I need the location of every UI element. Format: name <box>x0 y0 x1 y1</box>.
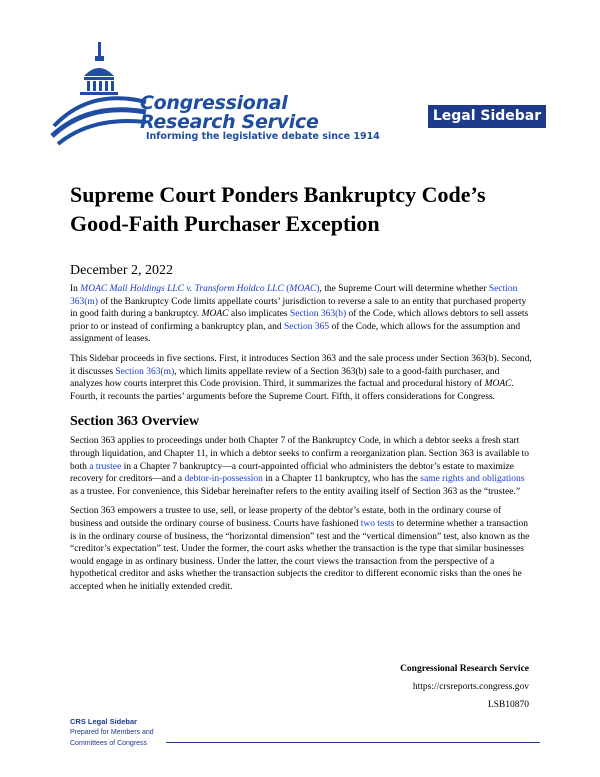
footer-divider <box>166 742 540 743</box>
text-run: of the Bankruptcy Code limits appellate courts’ jurisdiction to reverse a sale to an entity that purchased property in good faith during a bankruptcy. <box>70 296 527 320</box>
inline-link[interactable]: ) <box>316 284 320 294</box>
footer-report-code: LSB10870 <box>487 700 529 710</box>
inline-link[interactable]: two tests <box>360 518 395 529</box>
inline-link[interactable]: Section 363(m) <box>115 366 175 377</box>
text-run: MOAC <box>484 379 512 390</box>
text-run: as a trustee. For convenience, this Sidebar hereinafter refers to the entity availing itself of Section 363 as the “trustee.” <box>70 486 521 497</box>
text-run: In <box>70 284 81 294</box>
article-body <box>70 283 533 600</box>
text-run: in a Chapter 7 bankruptcy—a court-appointed official who administers the debtor’s estate to maximize recovery for creditors—and a <box>70 461 514 485</box>
org-name-line1: Congressional <box>140 92 288 114</box>
text-run: , which limits appellate review of a Section 363(b) sale to a good-faith purchaser, and analyzes how courts interpret this Code provision. Third, it summarizes the factual and procedural history of <box>70 366 500 390</box>
capitol-dome-logo-icon <box>50 40 150 152</box>
org-tagline: Informing the legislative debate since 1914 <box>146 131 380 142</box>
overview-paragraph-2 <box>70 505 533 593</box>
footer-url[interactable]: https://crsreports.congress.gov <box>412 682 529 692</box>
inline-link[interactable]: MOAC <box>289 284 317 294</box>
inline-link[interactable]: Section 363(b) <box>289 309 347 320</box>
text-run: in a Chapter 11 bankruptcy, who has the <box>262 474 421 485</box>
text-run: of the Code, which allows for the assumption and assignment of leases. <box>70 321 521 345</box>
intro-paragraph-1 <box>70 283 533 346</box>
footer-org: Congressional Research Service <box>400 664 529 674</box>
inline-link[interactable]: Section 363(m) <box>70 284 518 307</box>
legal-sidebar-badge: Legal Sidebar <box>428 105 546 128</box>
overview-paragraph-1 <box>70 435 533 498</box>
intro-paragraph-2 <box>70 353 533 403</box>
text-run: of the Code, which allows debtors to sell assets prior to or instead of confirming a bankruptcy plan, and <box>70 309 529 332</box>
text-run: . Fourth, it recounts the parties’ arguments before the Supreme Court. Fifth, it offers considerations for Congress. <box>70 379 514 402</box>
text-run: Section 363 empowers a trustee to use, sell, or lease property of the debtor’s estate, both in the ordinary course of business and outside the ordinary course of business. Courts have fashioned <box>70 506 502 529</box>
text-run: This Sidebar proceeds in five sections. First, it introduces Section 363 and the sale process under Section 363(b). Second, it discusses <box>70 353 532 377</box>
text-run: , the Supreme Court will determine whether <box>319 284 489 294</box>
text-run: MOAC <box>201 309 229 320</box>
publication-date: December 2, 2022 <box>70 263 174 278</box>
text-run: also implicates <box>228 309 290 320</box>
inline-link[interactable]: a trustee <box>89 461 122 472</box>
text-run: to determine whether a transaction is in the ordinary course of business, the “horizontal dimension” test and the “vertical dimension” test, also known as the “creditor’s expectation” test. Under the former, the court asks whether the transaction is the type that similar businesses would engage in as ordinary business. Under the latter, the court views the transaction from the perspective of a hypothetical creditor and asks whether the transaction subjects the creditor to different economic risks than the ones he accepted when he initially extended credit. <box>70 518 530 592</box>
org-name <box>140 94 319 132</box>
page-title: Supreme Court Ponders Bankruptcy Code’s Good-Faith Purchaser Exception <box>70 182 486 236</box>
org-name-line2: Research Service <box>140 111 319 133</box>
inline-link[interactable]: same rights and obligations <box>420 474 525 485</box>
footer-prepared-line1: Prepared for Members and <box>70 729 154 736</box>
inline-link[interactable]: ( <box>283 284 290 294</box>
inline-link[interactable]: debtor-in-possession <box>184 474 263 485</box>
page-header <box>0 0 600 160</box>
footer-series-title: CRS Legal Sidebar <box>70 717 138 726</box>
footer-prepared-line2: Committees of Congress <box>70 740 148 747</box>
footer-publisher-block <box>400 660 529 714</box>
footer-series-block <box>70 716 154 749</box>
inline-link[interactable]: MOAC Mall Holdings LLC v. Transform Holdco LLC <box>80 284 284 294</box>
inline-link[interactable]: Section 365 <box>283 321 330 332</box>
section-heading: Section 363 Overview <box>70 414 200 430</box>
text-run: Section 363 applies to proceedings under both Chapter 7 of the Bankruptcy Code, in which a debtor seeks a fresh start through liquidation, and Chapter 11, in which a debtor seeks to confirm a reorganization plan. Section 363 is available to both <box>70 436 530 472</box>
